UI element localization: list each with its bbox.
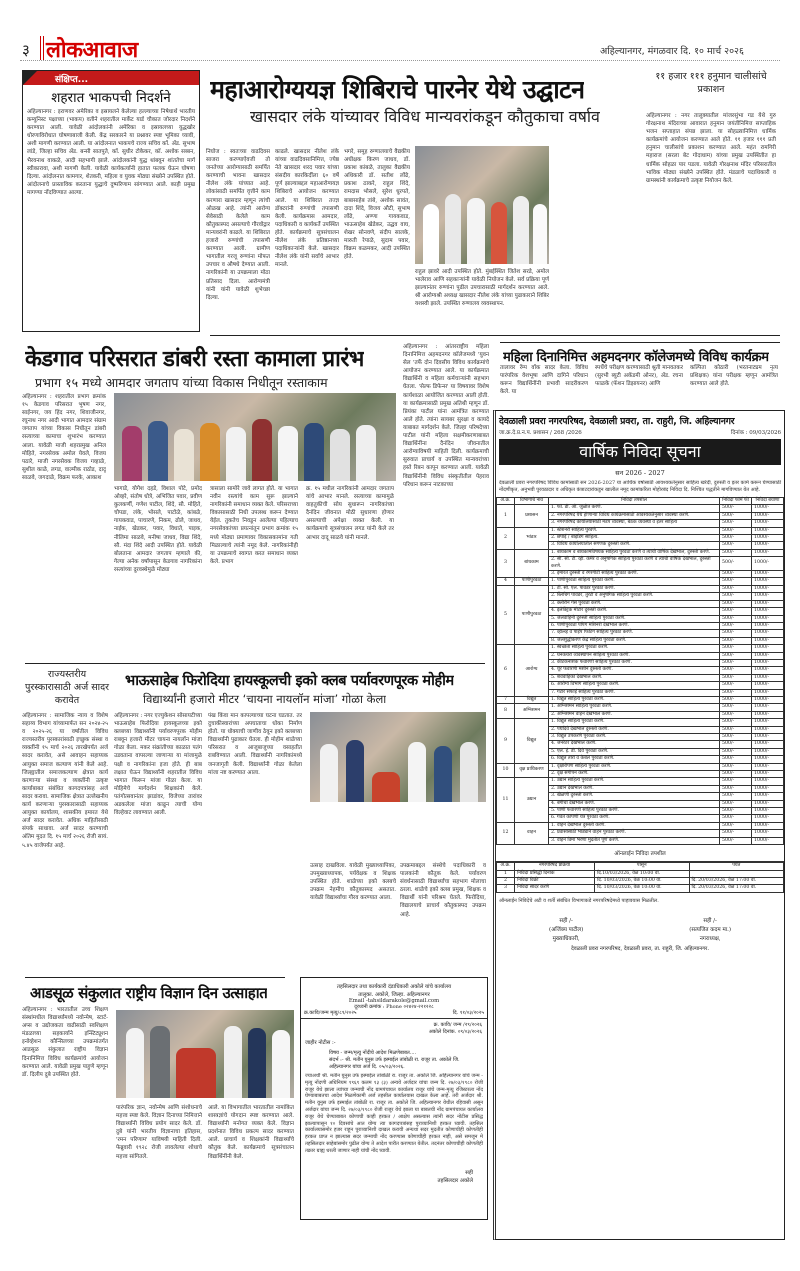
earnest-deposit: 1000/- (752, 535, 784, 542)
notice-ref2-date: अकोले दिनांक. ०९/०३/२०२६ (428, 1029, 482, 1035)
form-fee: 500/- (720, 527, 752, 534)
tender-row (497, 505, 784, 512)
tender-title: वार्षिक निविदा सूचना (579, 442, 701, 461)
tender-item: 3. कीटकनाशक फवारणी साहित्य पुरवठा करणे. (549, 659, 720, 666)
eco-club-column-2b (208, 862, 302, 962)
tender-row (497, 778, 784, 785)
notice-email: Email -tahsildarakole@gmail.com (348, 998, 440, 1004)
earnest-deposit: 1000/- (752, 815, 784, 822)
earnest-deposit: 1000/- (752, 756, 784, 763)
section-divider (25, 977, 285, 978)
women-day-rule (500, 342, 780, 343)
signatory-1 (549, 917, 583, 944)
form-fee: 500/- (720, 549, 752, 556)
row-number: 10 (497, 763, 515, 778)
form-fee: 500/- (720, 622, 752, 629)
tender-item: 1. उद्यान साहित्य पुरवठा करणे. (549, 778, 720, 785)
form-fee: 500/- (720, 608, 752, 615)
brief-label-bar (23, 71, 199, 85)
earnest-deposit: 1000/- (752, 734, 784, 741)
tender-row (497, 578, 784, 585)
earnest-deposit: 1000/- (752, 527, 784, 534)
tender-row (497, 549, 784, 556)
signatory-title: मुख्याधिकारी, (552, 935, 580, 942)
notice-phone: दूरध्वनी क्रमांक : Phone ०२४२४-२२१२२८ (354, 1004, 434, 1010)
earnest-deposit: 1000/- (752, 542, 784, 549)
tender-footer-note: ऑनलाईन निविदेचे अटी व शर्ती संबंधित विभागाकडे नगरपरिषदेमध्ये पाहावयास मिळतील. (499, 897, 659, 904)
department-name: वाहन (515, 822, 549, 844)
women-day-headline: महिला दिनानिमित्त अहमदनगर कॉलेजमध्ये विविध कार्यक्रम (503, 350, 769, 365)
tender-item: 4. धूर फवारणी मशीन दुरुस्ती करणे. (549, 667, 720, 674)
schedule-step: निविदा प्रसिद्धी दिनांक (515, 870, 595, 877)
earnest-deposit: 1000/- (752, 778, 784, 785)
tender-item: 3. नगरपरिषद कार्यालयासाठी मंडप व्यवस्था, बैठक व्यवस्था व इतर साहित्य (549, 520, 720, 527)
brief-label: संक्षिप्त... (55, 75, 89, 85)
form-fee: 500/- (720, 748, 752, 755)
department-name: पाणीपुरवठा (515, 578, 549, 585)
form-fee: 500/- (720, 741, 752, 748)
tender-item: 8. जलशुद्धीकरण केंद्र साहित्य पुरवठा करणे. (549, 637, 720, 644)
schedule-table (496, 862, 784, 893)
eco-club-subheadline: विद्यार्थ्यांनी हजारो मीटर ‘चायना नायलॉन मांजा’ गोळा केला (143, 692, 387, 706)
earnest-deposit: 1000/- (752, 822, 784, 829)
science-day-photo (116, 1010, 294, 1098)
tender-item: 1. बांधकाम व बांधकामविषयक साहित्य पुरवठा करणे व त्याची वार्षिक देखभाल, दुरुस्ती करणे. (549, 549, 720, 556)
newspaper-logo: लोकआवाज (46, 38, 138, 63)
row-number: 5 (497, 585, 515, 644)
form-fee: 500/- (720, 830, 752, 837)
form-fee: 500/- (720, 615, 752, 622)
earnest-deposit: 1000/- (752, 696, 784, 703)
tender-item: 1. वाहन देखभाल दुरुस्ती करणे. (549, 822, 720, 829)
science-day-headline: आडसूळ संकुलात राष्ट्रीय विज्ञान दिन उत्साहात (30, 984, 268, 1002)
notice-subject: विषय - जन्म/मृत्यु नोंदीचे आदेश मिळणेबाबत.... (329, 1050, 417, 1056)
tender-item: 3. विविध कार्यालयातील संगणक दुरुस्ती करणे. (549, 542, 720, 549)
tender-item: 1. स्टेशनरी साहित्य पुरवणे. (549, 527, 720, 534)
lead-headline: महाआरोग्ययज्ञ शिबिराचे पारनेर येथे उद्घाटन (210, 75, 585, 104)
form-fee: 500/- (720, 808, 752, 815)
tender-org: देवळाली प्रवरा नगरपरिषद, देवळाली प्रवरा, ता. राहुरी, जि. अहिल्यानगर (499, 416, 735, 427)
lead-column-1: निघोज : स्वतःच्या वाढदिवस साजरा करण्याऐवजी तो जनतेच्या आरोग्यासाठी समर्पित करण्याची भावना खासदार नीलेश लंके यांच्यात आहे. लोकांसाठी समर्पित वृत्तीने काम करणारा खासदार म्हणून त्यांची ओळख आहे. त्यांनी आरोग्य सेवेसाठी केलेले काम कौतुकास्पद असल्याचे गौरवोद्गार मान्यवरांनी काढले. या शिबिरात हजारो रुग्णांची तपासणी करण्यात आली. ग्रामीण भागातील गरजू रुग्णांना मोफत उपचार व औषधे देण्यात आली. नागरिकांनी या उपक्रमाला मोठा प्रतिसाद दिला. आरोग्यमंत्री यांनी यांनी यावेळी शुभेच्छा दिल्या. (206, 149, 270, 301)
earnest-deposit: 1000/- (752, 830, 784, 837)
signatory-2 (689, 917, 731, 944)
form-fee: 500/- (720, 704, 752, 711)
tender-item: 3. विद्युत उपकरणे पुरवठा करणे. (549, 734, 720, 741)
earnest-deposit: 1000/- (752, 793, 784, 800)
tender-item: 2. नगरपरिषद येथे होणाऱ्या विविध कार्यक्रमासाठी आवश्यकतेनुसार व्यवस्था करणे. (549, 512, 720, 519)
science-day-column-2: पारंपरिक ज्ञान, नवोन्मेष आणि संशोधनाचे महत्त्व स्पष्ट केले. विज्ञान दिनाच्या निमित्ताने विद्यार्थ्यांनी विविध प्रयोग सादर केले. डॉ. दुबे यांनी भारतीय विज्ञानाचा इतिहास, 'रमन परिणाम' याविषयी माहिती दिली. फेब्रुवारी १९२८ रोजी लावलेल्या शोधाचे महत्त्व सांगितले. (116, 1105, 202, 1160)
kedgaon-column-1: अहिल्यानगर : शहरातील प्रभाग क्रमांक १५ केडगाव परिसरात भूषण नगर, साईनगर, जय हिंद नगर, शिवाजीनगर, रघुनाथ नगर आदी भागात आमदार संग्राम जगताप यांच्या विकास निधीतून डांबरी रस्त्याच्या कामाचा शुभारंभ करण्यात आला. यावेळी माजी शहरप्रमुख अनिल मोहिते, नगरसेवक अमोल येवले, विजय पठारे, माजी नगरसेवक विजय गव्हाळे, सुशील काळे, लगड, वाल्मीक राठोड, दादू साळवे, जगदाळे, विक्रम फरके, आकाश (22, 394, 106, 481)
form-fee: 500/- (720, 778, 752, 785)
tender-item: 6. विद्युत तारा व केबल पुरवठा करणे. (549, 756, 720, 763)
earnest-deposit: 1000/- (752, 771, 784, 778)
tender-item: 5. एल. ई. डी. दिवे पुरवठा करणे. (549, 748, 720, 755)
lead-column-4: राहुल झावरे आदी उपस्थित होते. मुंबईस्थित जितेश सरडे, अमोल भालेराव आणि सहकाऱ्यांनी यावेळी नियोजन केले. सर्व प्रक्रिया पूर्ण झाल्यानंतर रुग्णांना पुढील उपचारासाठी मार्गदर्शन करण्यात आले. श्री आरोग्यश्री अध्यक्ष खासदार नीलेश लंके यांच्या पुढाकाराने शिबिर यशस्वी झाले. उपस्थित रुग्णालय व्यवस्थापन. (415, 269, 549, 308)
eco-club-column-2: पंख किंवा मान कापल्याच्या घटना घडतात. तर दुचाकीस्वारांच्या अपघाताचा धोका निर्माण होतो. या धोक्याची जाणीव ठेवून इको क्लबच्या विद्यार्थ्यांनी पुढाकार घेतला. ही मोहीम शाळेच्या परिसरात व आजूबाजूच्या वसाहतीत राबविण्यात आली. विद्यार्थ्यांनी नागरिकांमध्ये जनजागृती केली. विद्यार्थ्यांनी गोळा केलेला मांजा नष्ट करण्यात आला. (208, 713, 302, 776)
row-number: 4 (497, 578, 515, 585)
kedgaon-column-3: त्रासाला सामोरे जावे लागत होते. या भागात नवीन रस्त्यांचे काम सुरू झाल्याने नागरिकांनी समाधान व्यक्त केले. परिसराच्या विकासासाठी निधी उपलब्ध करून देण्यात येईल. तुकतेच निवडून आलेल्या पहिल्याच नगरसेवकांच्या प्रयत्नांतून प्रभाग क्रमांक १५ मध्ये मोठ्या प्रमाणावर विकासकामांना गती मिळाल्याचे त्यांनी नमूद केले. नागरिकांनीही या उपक्रमाचे स्वागत करत समाधान व्यक्त केले. प्रभाग (210, 486, 298, 565)
form-fee: 500/- (720, 756, 752, 763)
department-name: भांडार (515, 527, 549, 549)
science-day-column-1: अहिल्यानगर : भारतातील उच्च शिक्षण संस्थांमधील विद्यार्थ्यांमध्ये नवोन्मेष, स्टार्ट- अप्स व उद्योजकता वाढीसाठी स्वशिक्षण मंडळाच्या सहकार्याने इन्स्टिट्यूशन इनोव्हेशन कौन्सिलच्या उपक्रमांतर्गत आडसूळ संकुलात राष्ट्रीय विज्ञान दिनानिमित्त विविध कार्यक्रमांचे आयोजन करण्यात आले. यावेळी प्रमुख पाहुणे म्हणून डॉ. दिलीप दुबे उपस्थित होते. (22, 1007, 108, 1078)
form-fee: 500/- (720, 600, 752, 607)
tender-item: 2. उद्यान देखभाल करणे. (549, 785, 720, 792)
brief-body: अहिल्यानगर : इराणवर अमेरिका व इस्रायलने केलेल्या हल्ल्याच्या निषेधार्थ भारतीय कम्युनिस्ट पक्षाच्या (भाकप) वतीने शहरातील मार्केट यार्ड चौकात जोरदार निदर्शने करण्यात आली. यावेळी आंदोलकांनी अमेरिका व इस्रायलच्या युद्धखोर धोरणाविरोधात घोषणाबाजी केली. केंद्र सरकारने या प्रश्नावर स्पष्ट भूमिका घ्यावी, अशी मागणी करण्यात आली. या आंदोलनात भाकपचे राज्य सचिव कॉ. ॲड. सुभाष लांडे, जिल्हा सचिव ॲड. बन्सी सातपुते, कॉ. सुधीर टोकेकर, कॉ. अशोक सब्बन, भैरवनाथ वाकळे, आदी सहभागी झाले. आंदोलकांनी युद्ध थांबवून शांततेचा मार्ग स्वीकारावा, अशी मागणी केली. यावेळी कार्यकर्त्यांनी हातात फलक घेऊन घोषणा दिल्या. आंदोलनात कामगार, शेतकरी, महिला व युवक मोठ्या संख्येने उपस्थित होते. आंदोलनाचे प्रास्ताविक करताना युद्धाचे दुष्परिणाम सांगण्यात आले. काही प्रमुख मागण्या नोंदविण्यात आल्या. (27, 109, 195, 196)
schedule-title: ऑनलाईन निविदा तपशील (496, 845, 784, 862)
lead-column-2: काढले. खासदार नीलेश लंके यांच्या वाढदिवसानिमित्त, ज्येष्ठ नेते खासदार शरद पवार यांच्या संसदीय कारकिर्दीला ६० वर्षे पूर्ण झाल्याबद्दल महाआरोग्ययज्ञ शिबिराचे आयोजन करण्यात आले. या शिबिरात तज्ज्ञ डॉक्टरांनी रुग्णांची तपासणी केली. कार्यक्रमास आमदार, पदाधिकारी व कार्यकर्ते उपस्थित होते. कार्यक्रमाचे सूत्रसंचालन नीलेश लंके प्रतिष्ठानच्या पदाधिकाऱ्यांनी केले. खासदार नीलेश लंके यांनी सर्वांचे आभार मानले. (275, 149, 339, 269)
tender-item: 2. घनकचरा व्यवस्थापन साहित्य पुरवठा करणे. (549, 652, 720, 659)
signatory-name: (अजिंक्य पाटील) (548, 926, 584, 933)
form-fee: 500/- (720, 793, 752, 800)
notice-office: तहसिलदार तथा कार्यकारी दंडाधिकारी अकोले यांचे कार्यालय (336, 984, 452, 990)
schedule-no: 1 (497, 870, 515, 877)
eco-club-photo (310, 712, 486, 802)
form-fee: 500/- (720, 726, 752, 733)
sign-org: देवळाली प्रवरा नगरपरिषद, देवळाली प्रवरा, ता. राहुरी, जि. अहिल्यानगर. (570, 945, 710, 952)
form-fee: 500/- (720, 667, 752, 674)
form-fee: 500/- (720, 593, 752, 600)
eco-club-column-4: उपक्रमाबद्दल संस्थेचे पदाधिकारी व पालकांनी कौतुक केले. पर्यावरण संवर्धनासाठी विद्यार्थ्यांचा सहभाग मोलाचा ठरला. शाळेचे इको क्लब प्रमुख, शिक्षक व विद्यार्थी यांनी परिश्रम घेतले. फिरोदिया, विद्यालयाचे प्राचार्य कौतुकास्पद उपक्रम आहे. (400, 863, 486, 918)
eco-club-headline: भाऊसाहेब फिरोदिया हायस्कूलची इको क्लब पर्यावरणपूरक मोहीम (125, 673, 454, 689)
tender-item: 2. अग्निशमन वाहन देखभाल करणे. (549, 711, 720, 718)
form-fee: 500/- (720, 763, 752, 770)
tender-table (496, 497, 784, 845)
department-name: विद्युत (515, 696, 549, 703)
tender-row (497, 696, 784, 703)
schedule-to (689, 870, 784, 877)
women-day-column-3: कल्पिता कोठारी (भरतनाट्यम नृत्य प्रशिक्षक) यांना परीक्षक म्हणून आमंत्रित करण्यात आले होते. (690, 365, 778, 388)
earnest-deposit: 1000/- (752, 505, 784, 512)
schedule-to: दि. 20/03/2026, वेळ 17:00 वा. (689, 885, 784, 892)
form-fee: 500/- (720, 682, 752, 689)
row-number: 6 (497, 645, 515, 697)
earnest-deposit: 1000/- (752, 578, 784, 585)
tender-date: दिनांक : 09/03/2026 (730, 430, 781, 436)
tender-row (497, 527, 784, 534)
tender-item: 5. पाणी फवारणी साहित्य पुरवठा करणे. (549, 808, 720, 815)
tender-item: 3. इमारत दुरुस्ती व रंगरंगोटी साहित्य पुरवठा करणे. (549, 571, 720, 578)
tender-item: 4. इलेक्ट्रिक मोटार दुरुस्ती करणे. (549, 608, 720, 615)
department-name: अग्निशमन (515, 704, 549, 719)
section-divider (25, 663, 485, 664)
earnest-deposit: 1000/- (752, 608, 784, 615)
notice-title: जाहीर नोटीस :- (305, 1040, 336, 1046)
notice-ref2: क्र. कावि/ जन्म /२९/२०२६ (433, 1022, 482, 1028)
section-divider (210, 335, 780, 336)
schedule-to: दि. 20/03/2026, वेळ 17:00 वा. (689, 877, 784, 884)
tender-item: 6. आरोग्य विभाग साहित्य पुरवठा करणे. (549, 682, 720, 689)
earnest-deposit: 1000/- (752, 549, 784, 556)
tender-item: 1. फॉ. डी. ओ. जुळीत करणे. (549, 505, 720, 512)
col-header: अ.क्र. (497, 863, 515, 870)
masthead-divider (40, 36, 44, 60)
brief-title: शहरात भाकपची निदर्शने (51, 90, 171, 106)
notice-ref-line: संदर्भ :- श्री. मतीन युनुस उर्फ इस्माईल तांबोळी रा. राजूर ता. अकोले जि. अहिल्यानगर यांचा अर्ज दि. ०५/०३/२०२६. (329, 1057, 460, 1070)
earnest-deposit: 1000/- (752, 557, 784, 571)
form-fee: 500/- (720, 630, 752, 637)
tender-title-bar (499, 439, 781, 465)
earnest-deposit: 1000/- (752, 711, 784, 718)
form-fee: 500/- (720, 689, 752, 696)
notice-ref-right: दि. ११/०३/२०२५ (452, 1010, 484, 1016)
earnest-deposit: 1000/- (752, 748, 784, 755)
form-fee: 500/- (720, 645, 752, 652)
department-name: आरोग्य (515, 645, 549, 697)
row-number: 11 (497, 778, 515, 822)
tender-item: 2. पथदिवे देखभाल दुरुस्ती करणे. (549, 726, 720, 733)
tender-item: 7. व्हॉल्व्ह व पाईप फिटिंग साहित्य पुरवठा करणे. (549, 630, 720, 637)
row-number: 2 (497, 527, 515, 549)
form-fee: 500/- (720, 505, 752, 512)
form-fee: 500/- (720, 771, 752, 778)
women-day-column-1: तालावर रॅम्प वॉक सादर केला. विविध पारंपरिक वेशभूषा आणि दागिने परिधान करून विद्यार्थिनींनी प्रभावी सादरीकरण केले. या (500, 365, 588, 396)
row-number: 7 (497, 696, 515, 703)
science-day-column-3: आले. या विभागातील भारतातील नामांकित शास्त्रज्ञांचे योगदान स्पष्ट करण्यात आले. विद्यार्थ्यांनी मनोगत व्यक्त केले. विज्ञान प्रदर्शनात विविध प्रकल्प सादर करण्यात आले. प्राचार्य व शिक्षकांनी विद्यार्थ्यांचे कौतुक केले. कार्यक्रमाचे सूत्रसंचालन विद्यार्थिनींनी केले. (208, 1105, 294, 1160)
notice-ref-left: क्र.कावि/जन्म मृत्यु/८९/२०२५ (304, 1010, 357, 1016)
form-fee: 500/- (720, 837, 752, 844)
tender-item: 4. बगीचा देखभाल करणे. (549, 800, 720, 807)
earnest-deposit: 1000/- (752, 571, 784, 578)
earnest-deposit: 1000/- (752, 719, 784, 726)
form-fee: 500/- (720, 800, 752, 807)
form-fee: 500/- (720, 696, 752, 703)
col-header: निविदा फॉर्म फी (720, 498, 752, 505)
col-header: निविदा तपशील (549, 498, 720, 505)
row-number: 9 (497, 719, 515, 763)
lead-subheadline: खासदार लंके यांच्यावर विविध मान्यवरांकडून कौतुकाचा वर्षाव (250, 107, 600, 126)
tender-item: 2. सी. सी. टी. व्ही. कॅमेरे व अनुषंगिक साहित्य पुरवठा करणे व त्याची वार्षिक देखभाल, दुरुस्ती करणे. (549, 557, 720, 571)
earnest-deposit: 1000/- (752, 667, 784, 674)
tender-ref: जा.क्र.दे.प्र.न.प. प्रशासन / 268 /2026 (499, 430, 582, 436)
award-title: राज्यस्तरीय पुरस्कारासाठी अर्ज सादर करावेत (24, 669, 110, 706)
tender-item: 1. विद्युत साहित्य पुरवठा करणे. (549, 696, 720, 703)
tender-item: 1. अग्निशमन साहित्य पुरवठा करणे. (549, 704, 720, 711)
notice-body: ज्याअर्थी श्री. मतीन युनुस उर्फ इस्माईल तांबोळी रा. राजूर ता. अकोले जि. अहिल्यानगर यांचे जन्म - मृत्यु नोंदणी अधिनियम १९६९ कलम १३ (३) अन्वये अर्जदार यांचा जन्म दि. २७/०३/१९८० रोजी राजूर येथे झाला त्यांच्या जन्माची नोंद ग्रामपंचायत कार्यालय राजूर यांचे जन्म-मृत्यु रजिस्टरला नोंद घेण्याबाबतचा आदेश मिळणेकामी अर्ज तहसील कार्यालयास दाखल केला आहे. तरी अर्जदार श्री. मतीन युनुस उर्फ इस्माईल तांबोळी रा. राजूर ता. अकोले जि. अहिल्यानगर येथील रहिवासी असून अर्जदार यांचा जन्म दि. २७/०३/१९८० रोजी राजूर येथे झाला या बाबतची नोंद ग्रामपंचायत कार्यालय राजूर येथे घेण्याबाबत कोणाची काही हरकत / आक्षेप असल्यास त्यांनी सदर नोटीस प्रसिद्ध झाल्यापासून १० दिवसांचे आत योग्य त्या कागदपत्रांसह पुराव्यानिशी हरकत घ्यावी. तहसिल कार्यालयासमोर हजर राहून पुराव्यानिशी दाखल करावी अन्यथा सदर मुदतीत कोणाचीही कोणतीही हरकत प्राप्त न झाल्यास सदर जन्माची नोंद करण्यास कोणाचीही हरकत नाही, असे समजून मे तहसिलदार साहेबांसमोर पुढील योग्य ते आदेश पारीत करण्यात येतील. तदनंतर कोणाचीही कोणतीही तक्रार ग्राह्य धरली जाणार नाही यांची नोंद घ्यावी. (305, 1073, 483, 1154)
form-fee: 500/- (720, 637, 752, 644)
earnest-deposit: 1000/- (752, 837, 784, 844)
masthead-rule (20, 60, 780, 61)
tender-item: 2. वृक्ष संगोपन करणे. (549, 771, 720, 778)
earnest-deposit: 1000/- (752, 659, 784, 666)
earnest-deposit: 1000/- (752, 763, 784, 770)
tender-item: 2. छपाई / बाइंडिंग साहित्य. (549, 535, 720, 542)
schedule-from: दि.10/03/2026, वेळ 10:00 वा. (595, 870, 690, 877)
earnest-deposit: 1000/- (752, 785, 784, 792)
form-fee: 500/- (720, 822, 752, 829)
form-fee: 500/- (720, 585, 752, 592)
sign-text: सही /- (703, 917, 717, 924)
form-fee: 500/- (720, 719, 752, 726)
col-header: विभागाचे नाव (515, 498, 549, 505)
tender-item: 5. जलवाहिनी दुरुस्ती साहित्य पुरवठा करणे. (549, 615, 720, 622)
kedgaon-subheadline: प्रभाग १५ मध्ये आमदार जगताप यांच्या विकास निधीतून रस्ताकाम (35, 375, 328, 390)
earnest-deposit: 1000/- (752, 652, 784, 659)
form-fee: 500/- (720, 512, 752, 519)
tender-item: 4. जनरेटर देखभाल करणे. (549, 741, 720, 748)
earnest-deposit: 1000/- (752, 674, 784, 681)
signatory-name: (सत्यजित कदम मा.) (689, 926, 732, 933)
form-fee: 500/- (720, 659, 752, 666)
earnest-deposit: 1000/- (752, 600, 784, 607)
department-name: उद्यान (515, 778, 549, 822)
eco-club-column-3: उत्साह दाखविला. यावेळी मुख्याध्यापिका, उपमुख्याध्यापक, पर्यवेक्षक व शिक्षक उपस्थित होते. शाळेच्या इको क्लबचे उपक्रम नेहमीच कौतुकास्पद असतात. यावेळी विद्यार्थ्यांचा गौरव करण्यात आला. (310, 863, 396, 902)
tender-item: 3. क्लोरीन गॅस पुरवठा करणे. (549, 600, 720, 607)
form-fee: 500/- (720, 785, 752, 792)
hanuman-body: अहिल्यानगर : नगर तालुक्यातील मांजरसुंभा गड येथे गुरु गोरक्षनाथ मंदिराच्या आवारात हनुमान जयंतीनिमित्त साप्ताहिक भजन सप्ताहात संपन्न झाला. या सोहळ्यानिमित्त धार्मिक कार्यक्रमांचे आयोजन करण्यात आले होते. ११ हजार १११ प्रती हनुमान चालीसांचे प्रकाशन करण्यात आले. महंत रामगिरी महाराज (सरला बेट गोदाधाम) यांच्या प्रमुख उपस्थितीत हा धार्मिक सोहळा पार पडला. यावेळी गोरक्षनाथ मंदिर परिसरातील भाविक मोठ्या संख्येने उपस्थित होते. मंडळाचे पदाधिकारी व ग्रामस्थांनी कार्यक्रमाचे उत्कृष्ट नियोजन केले. (646, 113, 776, 184)
col-header: अ.क्र. (497, 498, 515, 505)
tender-notice (493, 410, 785, 1240)
form-fee: 500/- (720, 535, 752, 542)
department-name: विद्युत (515, 719, 549, 763)
department-name: पाणीपुरवठा (515, 585, 549, 644)
notice-sign-title: तहसिलदार अकोले (437, 1178, 473, 1184)
form-fee: 500/- (720, 711, 752, 718)
tender-row (497, 719, 784, 726)
earnest-deposit: 1000/- (752, 585, 784, 592)
department-name: वृक्ष प्राधिकरण (515, 763, 549, 778)
kedgaon-headline: केडगाव परिसरात डांबरी रस्ता कामाला प्रारंभ (25, 347, 364, 372)
earnest-deposit: 1000/- (752, 593, 784, 600)
schedule-row (497, 877, 784, 884)
schedule-row (497, 885, 784, 892)
women-day-column-2: स्पर्धेचे परीक्षण करण्यासाठी श्रुती मानवतकर (सुरभी ब्युटी अकॅडमी ओनर), ॲड. रचना फाळके (फॅशन डिझायनर) आणि (595, 365, 683, 388)
schedule-row (497, 870, 784, 877)
kedgaon-photo (114, 393, 396, 481)
col-header: पासून (595, 863, 690, 870)
earnest-deposit: 1000/- (752, 637, 784, 644)
tender-item: 1. टी. सी. एल. पावडर पुरवठा करणे. (549, 585, 720, 592)
form-fee: 500/- (720, 520, 752, 527)
tender-item: 6. पाणीपुरवठा पंपिंग मशिनरी देखभाल करणे. (549, 622, 720, 629)
schedule-from: दि. 10/03/2026, वेळ 10:00 वा. (595, 885, 690, 892)
kedgaon-column-2: भागाडे, योगेश दहडे, विशाल पोटे, प्रमोद ओव्हरे, संतोष धोत्रे, अभिजित पवार, प्रवीण कुलकर्णी, गणेश पाटील, शिंदे, सौ. मोहिते, चोपडा, लंके, भोसले, पाटोळे, कांबळे, गायकवाड, पाचारणे, निकम, ढोले, जाधव, नाईक, खेडकर, पवार, विधाते, पाइक, नीलिमा साळवे, मनीषा जाधव, विद्या शिंदे, सौ. मंदा शिंदे आदी उपस्थित होते. यावेळी बोलताना आमदार जगताप म्हणाले की, गेल्या अनेक वर्षांपासून केडगाव नागरिकांना रस्त्यांच्या दुरवस्थेमुळे मोठ्या (114, 486, 202, 573)
tender-item: 7. गटार सफाई साहित्य पुरवठा करणे. (549, 689, 720, 696)
tender-item: 2. प्रवासासाठी भाड्याने वाहन पुरवठा करणे. (549, 830, 720, 837)
schedule-step: निविदा सादर करणे (515, 885, 595, 892)
award-body: अहिल्यानगर : सामाजिक न्याय व विशेष सहाय्य विभाग यांच्यामार्फत सन २०२४-२५ व २०२५-२६ या वर्षातील विविध राज्यस्तरीय पुरस्कारांसाठी इच्छुक संस्था व व्यक्तींनी १५ मार्च २०२६ तारखेपर्यंत अर्ज सादर करावेत, असे आवाहन सहाय्यक आयुक्त समाज कल्याण यांनी केले आहे. जिल्ह्यातील समाजकल्याण क्षेत्रात कार्य करणाऱ्या संस्था व व्यक्तींनी उत्कृष्ट कार्याबाबत संबंधित कागदपत्रांसह अर्ज सादर करावा. सामाजिक क्षेत्रात उल्लेखनीय कार्य करणाऱ्या पुरस्कारासाठी सहाय्यक आयुक्त कार्यालय, शासकीय इमारत येथे अर्ज सादर करावेत. अधिक माहितीसाठी संपर्क साधावा. अर्ज सादर करण्याची अंतिम मुदत दि. १५ मार्च २०२६ रोजी सायं. ५.४५ वाजेपर्यंत आहे. (22, 713, 108, 849)
col-header: पर्यंत (689, 863, 784, 870)
earnest-deposit: 1000/- (752, 682, 784, 689)
tender-row (497, 585, 784, 592)
form-fee: 500/- (720, 734, 752, 741)
tender-year: सन 2026 - 2027 (615, 469, 665, 477)
brief-box (22, 70, 200, 332)
tender-item: 6. गवत कापणी यंत्र पुरवठा करणे. (549, 815, 720, 822)
tahsildar-notice (300, 977, 488, 1220)
tender-item: 1. विद्युत साहित्य पुरवठा करणे. (549, 719, 720, 726)
form-fee: 500/- (720, 542, 752, 549)
form-fee: 500/- (720, 578, 752, 585)
tender-row (497, 704, 784, 711)
col-header: नगरपरिषद प्रक्रिया (515, 863, 595, 870)
form-fee: 500/- (720, 571, 752, 578)
form-fee: 500/- (720, 557, 752, 571)
tender-item: 2. ब्लिचिंग पावडर, तुरटी व अनुषंगिक साहित्य पुरवठा करणे. (549, 593, 720, 600)
department-name: प्रशासन (515, 505, 549, 527)
notice-address: तालुका. अकोले, जिल्हा. अहिल्यानगर (358, 992, 430, 998)
tender-row (497, 763, 784, 770)
earnest-deposit: 1000/- (752, 520, 784, 527)
earnest-deposit: 1000/- (752, 808, 784, 815)
department-name: बांधकाम (515, 549, 549, 578)
lead-photo (415, 146, 549, 264)
notice-sign: सही (465, 1170, 473, 1176)
earnest-deposit: 1000/- (752, 689, 784, 696)
women-day-intro: अहिल्यानगर : आंतरराष्ट्रीय महिला दिनानिमित्त अहमदनगर कॉलेजमध्ये 'युवन सेल 'तर्फे दोन दिवसीय विविध कार्यक्रमांचे आयोजन करण्यात आले. या कार्यक्रमात विद्यार्थिनी व महिला कर्मचाऱ्यांनी सहभाग घेतला. 'सेल्फ डिफेन्स' या विषयावर विशेष कार्यशाळा आयोजित करण्यात आली होती. या कार्यक्रमासाठी प्रमुख अतिथी म्हणून डॉ. प्रियंका पाटील यांना आमंत्रित करण्यात आले होते. त्यांना सायबर सुरक्षा व कायदे याबाबत मार्गदर्शन केले. जिल्हा परिषदेच्या पाटील यांनी महिला सक्षमीकरणाबाबत विद्यार्थिनींना दैनंदिन जीवनातील आरोग्याविषयी माहिती दिली. कार्यक्रमाची सुरुवात प्राचार्य व उपस्थित मान्यवरांच्या हस्ते रिबन कापून करण्यात आली. यावेळी विद्यार्थिनींनी विविध संस्कृतीतील पेहराव परिधान करून नाटकाच्या (403, 344, 489, 488)
schedule-step: निविदा विक्री (515, 877, 595, 884)
schedule-from: दि. 10/03/2026, वेळ 10:00 वा. (595, 877, 690, 884)
earnest-deposit: 1000/- (752, 741, 784, 748)
schedule-no: 2 (497, 877, 515, 884)
tender-item: 1. पाणीपुरवठा साहित्य पुरवठा करणे. (549, 578, 720, 585)
tender-item: 5. शववाहिका देखभाल करणे. (549, 674, 720, 681)
schedule-no: 3 (497, 885, 515, 892)
signatory-title: नगराध्यक्ष, (699, 935, 721, 942)
earnest-deposit: 1000/- (752, 800, 784, 807)
earnest-deposit: 1000/- (752, 704, 784, 711)
form-fee: 500/- (720, 674, 752, 681)
tender-row (497, 645, 784, 652)
earnest-deposit: 1000/- (752, 615, 784, 622)
tender-item: 1. स्वच्छता साहित्य पुरवठा करणे. (549, 645, 720, 652)
row-number: 8 (497, 704, 515, 719)
sign-text: सही /- (559, 917, 573, 924)
row-number: 3 (497, 549, 515, 578)
tender-item: 1. वृक्षारोपण साहित्य पुरवठा करणे. (549, 763, 720, 770)
eco-club-column-1: अहिल्यानगर : नगर एज्युकेशन सोसायटीच्या भाऊसाहेब फिरोदिया हायस्कूलच्या इको क्लबच्या विद्यार्थ्यांनी पर्यावरणपूरक मोहीम राबवून हजारो मीटर चायना नायलॉन मांजा गोळा केला. मकर संक्रांतीच्या काळात पतंग उडवताना वापरल्या जाणाऱ्या या मांजामुळे पक्षी व नागरिकांना इजा होते. ही बाब लक्षात घेऊन विद्यार्थ्यांनी शहरातील विविध भागात फिरून मांजा गोळा केला. या मोहिमेचे मार्गदर्शन शिक्षकांनी केले. पतंगोत्सवानंतर झाडांवर, विजेच्या तारांवर अडकलेला मांजा काढून त्याची योग्य विल्हेवाट लावण्यात आली. (114, 713, 202, 817)
tender-row (497, 822, 784, 829)
tender-intro: देवळाली प्रवरा नगरपरिषद विविध कामांसाठी सन 2026-2027 या आर्थिक वर्षासाठी आवश्यकतेनुसार साहित्य खरेदी, दुरुस्ती व इतर कामे करून घेण्यासाठी नोंदणीकृत, अनुभवी पुरवठादार व अधिकृत कंत्राटदारांकडून खालील नमूद कामांकरिता मोहोरबंद निविदा दि. निश्चित पद्धतीने मागविण्यात येत आहे. (499, 480, 781, 493)
page-number: ३ (22, 41, 30, 59)
earnest-deposit: 1000/- (752, 622, 784, 629)
dateline: अहिल्यानगर, मंगळवार दि. १० मार्च २०२६ (600, 46, 744, 57)
tender-item: 3. वाहन विमा भरणा मुदतीत पूर्ण करणे. (549, 837, 720, 844)
earnest-deposit: 1000/- (752, 726, 784, 733)
form-fee: 500/- (720, 815, 752, 822)
lead-column-3: भगरे, समूह रुग्णालयाचे वैद्यकीय अधीक्षक किरण जाधव, डॉ. प्रकाश कांबळे, तालुका वैद्यकीय अधिकारी डॉ. सतीश लोंढे, प्रकाश ठाकरे, राहुल शिंदे, रामदास भोसले, सुरेश धुरपते, बाबासाहेब तांबे, अशोक सावंत, दादा शिंदे, विजय औटी, सुभाष लोंढे, अण्णा गायकवाड, भाऊसाहेब खेडेकर, उद्धव वाघ, शेखर सोनवणे, संदीप सालके, मारुती रेपाळे, सुदाम पवार, विक्रम कळमकर, आदी उपस्थित होते. (344, 149, 410, 261)
row-number: 1 (497, 505, 515, 527)
hanuman-title: ११ हजार १११ हनुमान चालीसांचे प्रकाशन (655, 71, 767, 95)
col-header: निविदा बयाणा (752, 498, 784, 505)
earnest-deposit: 1000/- (752, 512, 784, 519)
form-fee: 500/- (720, 652, 752, 659)
earnest-deposit: 1000/- (752, 630, 784, 637)
earnest-deposit: 1000/- (752, 645, 784, 652)
row-number: 12 (497, 822, 515, 844)
kedgaon-column-4: क्र. १५ मधील नागरिकांनी आमदार जगताप यांचे आभार मानले. रस्त्याच्या कामामुळे वाहतुकीची सोय सुधारून नागरिकांच्या दैनंदिन जीवनात मोठी सुधारणा होणार असल्याची अपेक्षा व्यक्त केली. या कार्यक्रमाचे सूत्रसंचालन लगड यांनी केले तर आभार दादू साळवे यांनी मानले. (306, 486, 394, 541)
tender-item: 3. खेळणी दुरुस्ती करणे. (549, 793, 720, 800)
